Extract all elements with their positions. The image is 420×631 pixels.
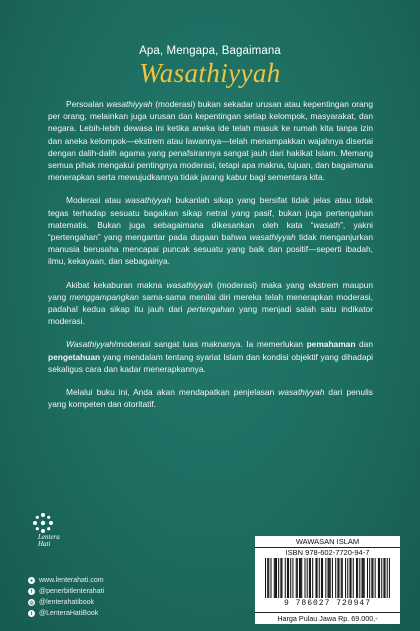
twitter-icon: t [28, 610, 35, 617]
barcode-bar [383, 558, 384, 598]
barcode-bar [268, 558, 269, 598]
barcode-bar [319, 558, 320, 598]
barcode-bar [369, 558, 370, 598]
barcode-bar [328, 558, 329, 598]
barcode-bar [275, 558, 276, 598]
barcode-bar [301, 558, 302, 598]
social-twitter[interactable] [28, 608, 104, 619]
barcode-bar [342, 558, 343, 598]
barcode-bar [363, 558, 364, 598]
barcode-bar [280, 558, 281, 598]
blurb-paragraph: Persoalan wasathiyyah (moderasi) bukan sekadar urusan atau kepentingan orang per orang, melainkan juga urusan dan kepentingan setiap kelompok, masyarakat, dan negara. Lebih-lebih dewasa ini ketika aneka ide telah masuk ke rumah kita tanpa izin dan aneka kelompok—ekstrem atau lawannya—telah menampakkan wajahnya disertai dengan dalih-dalih agama yang penafsirannya sangat jauh dari hakikat Islam. Memang semua pihak mengakui pentingnya moderasi, tetapi apa makna, tujuan, dan bagaimana menerapkan serta mewujudkannya tidak jarang kabur bagi sementara kita. [48, 99, 374, 183]
barcode-bar [378, 558, 379, 598]
book-title: Wasathiyyah [139, 58, 281, 88]
barcode-bar [292, 558, 293, 598]
barcode-bar [385, 558, 386, 598]
barcode-bar [389, 558, 390, 598]
social-label: @LenteraHatiBook [39, 610, 99, 617]
barcode-bar [359, 558, 360, 598]
barcode-bar [265, 558, 266, 598]
barcode-bar [290, 558, 291, 598]
price-label: Harga Pulau Jawa Rp. 69.000,- [255, 612, 400, 625]
barcode-bar [281, 558, 282, 598]
barcode-box [255, 536, 400, 624]
barcode-bar [381, 558, 382, 598]
barcode-bar [307, 558, 308, 598]
logo-text-lentera: Lentera [38, 533, 60, 541]
publisher-logo [28, 512, 68, 558]
barcode-bar [285, 558, 286, 598]
barcode-bar [270, 558, 271, 598]
blurb-paragraph: Akibat kekaburan makna wasathiyyah (moderasi) maka yang ekstrem maupun yang menggampangkan sama-sama menilai diri mereka telah menerapkan moderasi, padahal kedua sikap itu jauh dari pertengahan yang menjadi salah satu indikator moderasi. [48, 279, 373, 327]
blurb-text [48, 98, 373, 421]
globe-icon: ● [29, 577, 34, 584]
book-subtitle: Apa, Mengapa, Bagaimana [139, 45, 281, 57]
barcode-bar [288, 558, 289, 598]
book-category: WAWASAN ISLAM [255, 536, 400, 548]
blurb-paragraph: Moderasi atau wasathiyyah bukanlah sikap yang bersifat tidak jelas atau tidak tegas terhadap sesuatu bagaikan sikap netral yang pasif, bukan juga pertengahan matematis. Bukan juga sebagaimana dikesankan oleh kata “wasath”, yakni “pertengahan” yang mengantar pada dugaan bahwa wasathiyyah tidak menganjurkan manusia berusaha mencapai puncak sesuatu yang baik dan positif—seperti ibadah, ilmu, kekayaan, dan sebagainya. [48, 195, 373, 267]
barcode-bar [274, 558, 275, 598]
facebook-icon: f [28, 588, 35, 595]
barcode-bar [310, 558, 311, 598]
barcode-bar [375, 558, 376, 598]
blurb-paragraph: Wasathiyyah/moderasi sangat luas maknanya. Ia memerlukan pemahaman dan pengetahuan yang mendalam tentang syariat Islam dan kondisi objektif yang dihadapi sekaligus cara dan kadar menerapkannya. [48, 339, 373, 374]
barcode-bar [337, 558, 338, 598]
barcode-bar [312, 558, 313, 598]
blurb-paragraph: Melalui buku ini, Anda akan mendapatkan penjelasan wasathiyyah dari penulis yang kompeten dan otoritatif. [48, 387, 373, 410]
barcode-bar [309, 558, 310, 598]
barcode-bar [300, 558, 301, 598]
barcode-bar [371, 558, 372, 598]
barcode-bar [267, 558, 268, 598]
barcode-bar [321, 558, 322, 598]
barcode-bar [315, 558, 316, 598]
barcode-bar [322, 558, 323, 598]
barcode-bar [325, 558, 326, 598]
barcode-bar [353, 558, 354, 598]
social-instagram[interactable] [28, 597, 104, 608]
social-label: www.lenterahati.com [39, 577, 104, 584]
social-website[interactable] [28, 575, 104, 586]
barcode-bar [335, 558, 336, 598]
barcode-bar [330, 558, 331, 598]
barcode-bar [287, 558, 288, 598]
barcode-bar [345, 558, 346, 598]
barcode-bar [338, 558, 339, 598]
barcode-bar [332, 558, 333, 598]
barcode-bar [351, 558, 352, 598]
barcode-bar [329, 558, 330, 598]
publisher-socials [28, 575, 104, 619]
social-facebook[interactable] [28, 586, 104, 597]
barcode-bar [361, 558, 362, 598]
isbn-label: ISBN 978-602-7720-94-7 [285, 548, 370, 557]
barcode-bar [341, 558, 342, 598]
barcode-graphic [265, 558, 390, 600]
barcode-bar [372, 558, 373, 598]
logo-text-hati: Hati [38, 540, 51, 548]
barcode-bar [387, 558, 388, 598]
barcode-bar [296, 558, 297, 598]
barcode-bar [367, 558, 368, 598]
barcode-bar [379, 558, 380, 598]
barcode-bar [317, 558, 318, 598]
barcode-bar [297, 558, 298, 598]
social-label: @penerbitlenterahati [39, 588, 105, 595]
barcode-bar [347, 558, 348, 598]
star-icon [32, 512, 54, 534]
barcode-bar [356, 558, 357, 598]
barcode-bar [364, 558, 365, 598]
instagram-icon: ◎ [29, 599, 34, 606]
barcode-bar [299, 558, 300, 598]
social-label: @lenterahatibook [39, 599, 94, 606]
barcode-bar [349, 558, 350, 598]
barcode-bar [304, 558, 305, 598]
barcode-bar [357, 558, 358, 598]
barcode-number: 9 786027 720947 [283, 599, 371, 608]
barcode-bar [276, 558, 277, 598]
barcode-bar [278, 558, 279, 598]
